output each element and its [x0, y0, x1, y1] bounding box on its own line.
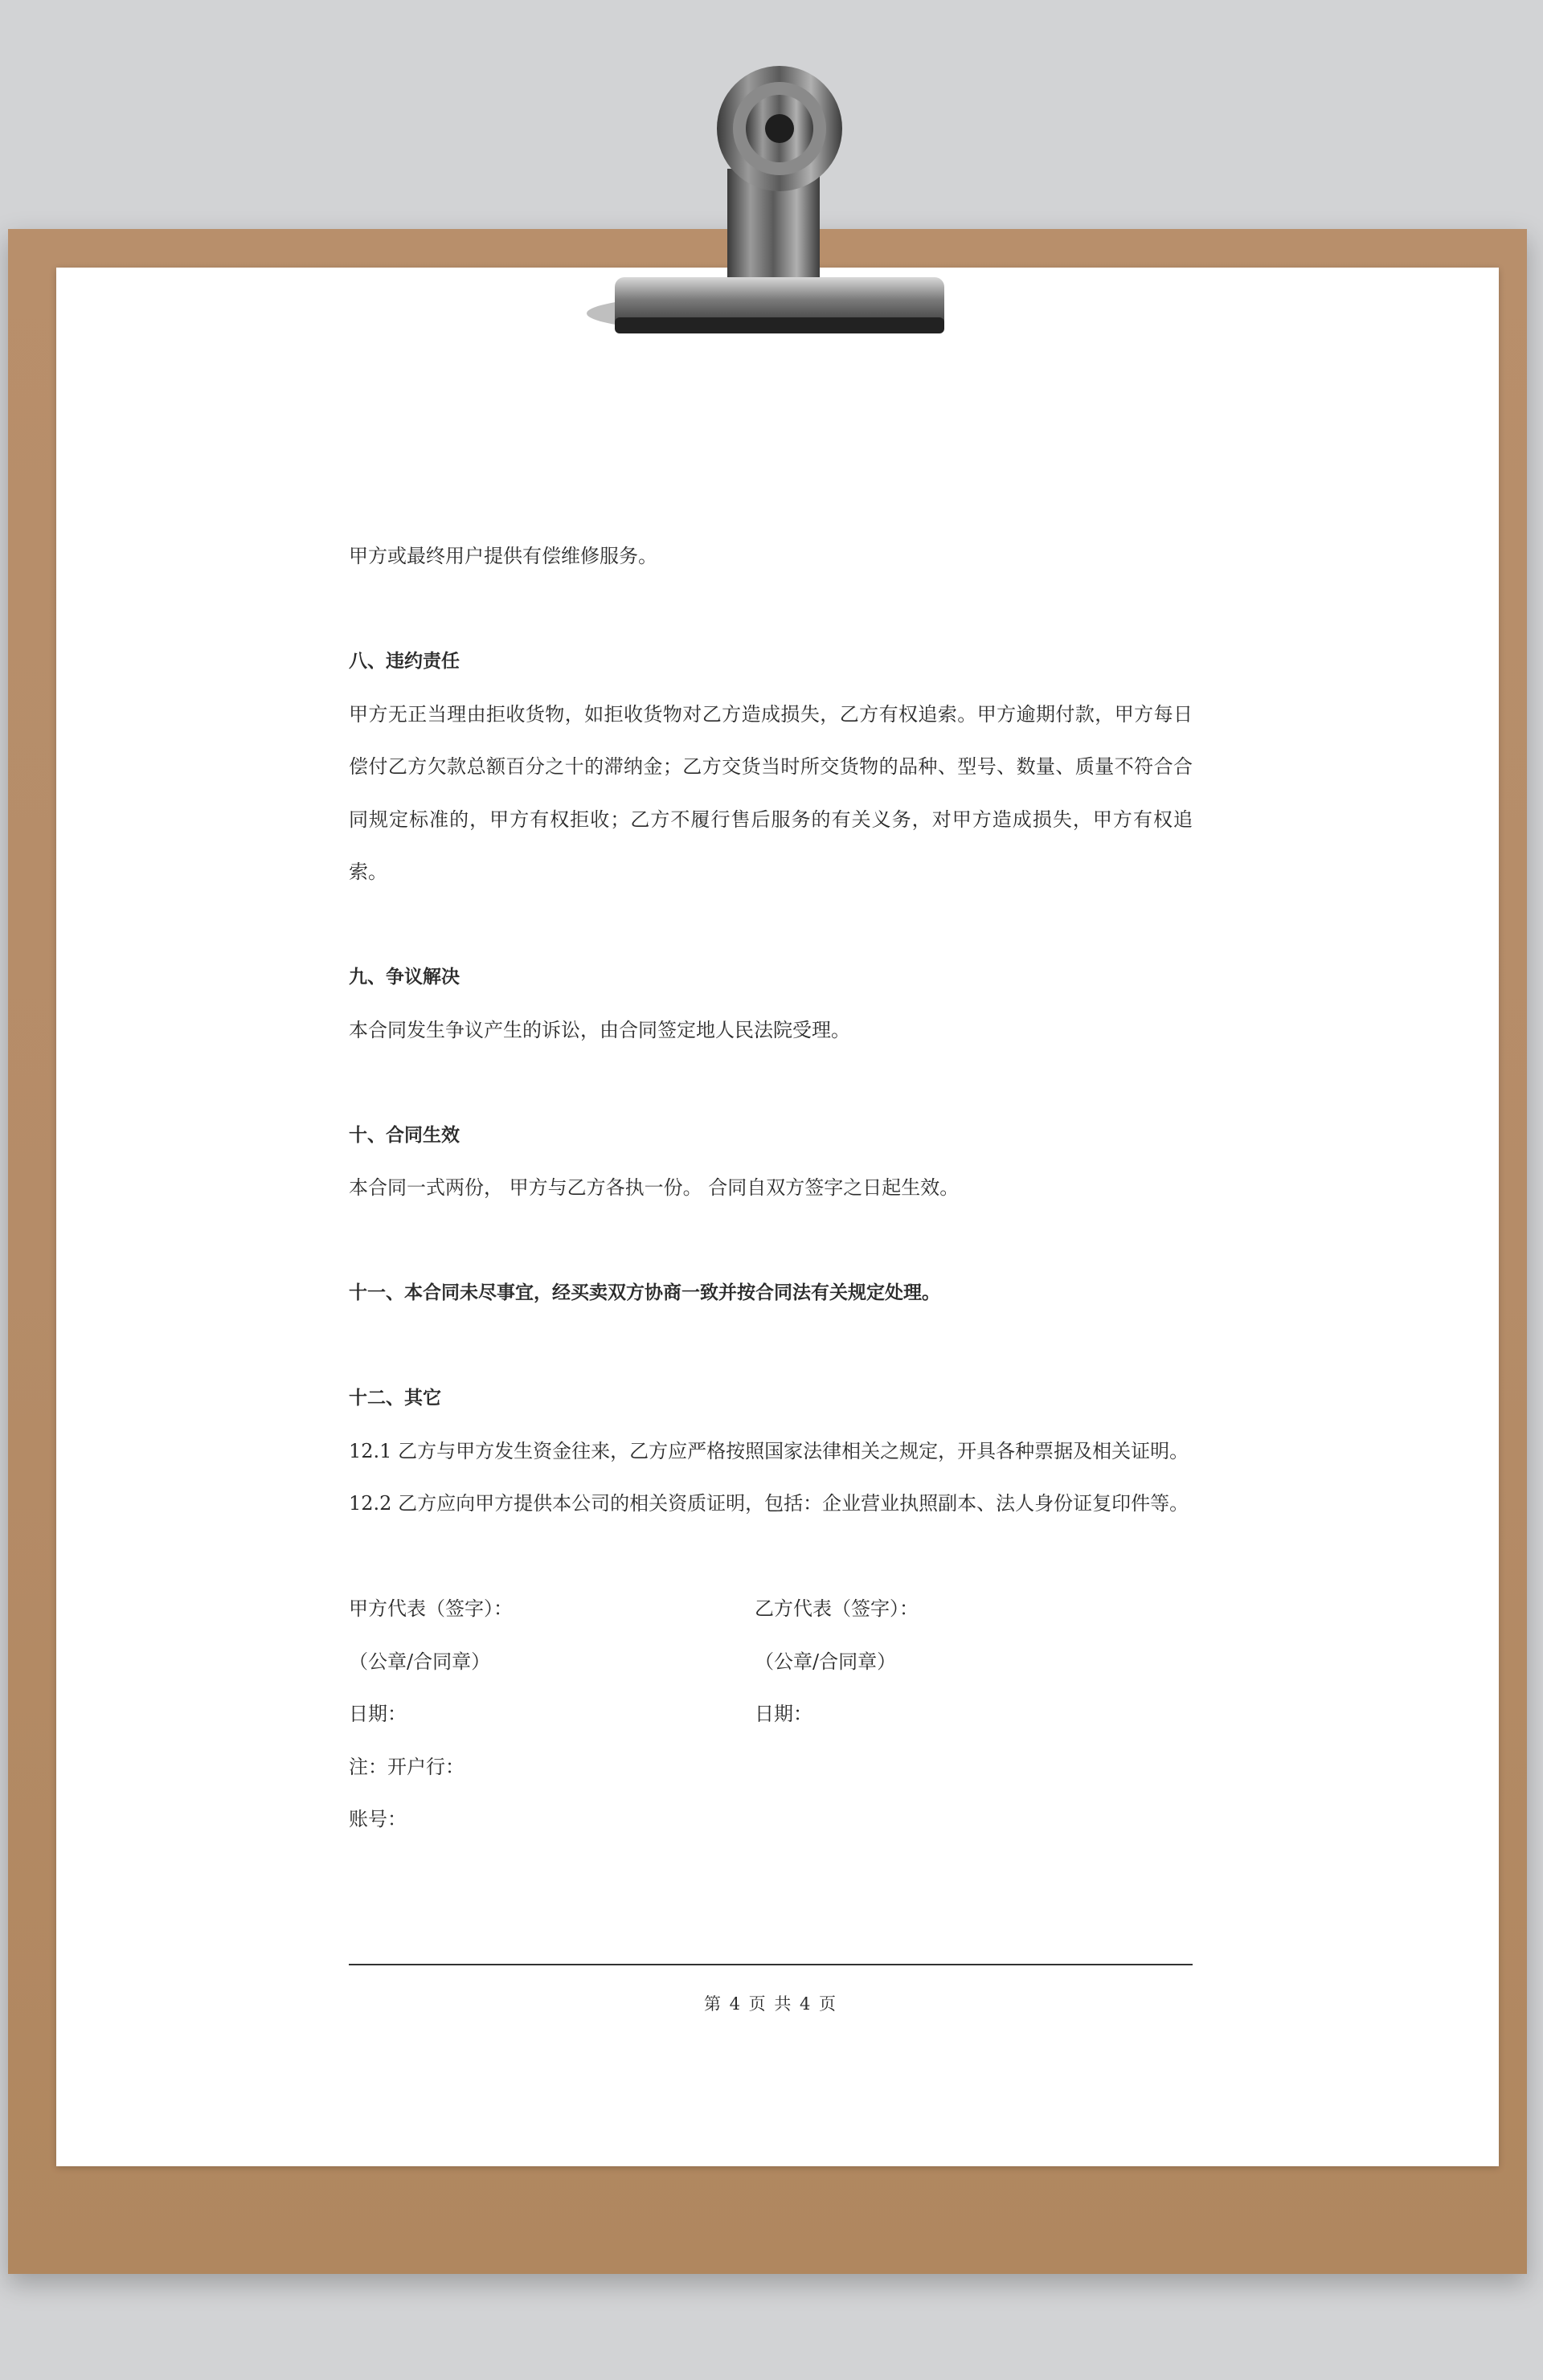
- binder-clip-icon: [579, 48, 948, 354]
- contract-body: [349, 530, 1193, 1846]
- party-b-seal: （公章/合同章）: [755, 1650, 897, 1673]
- party-a-seal: （公章/合同章）: [349, 1650, 491, 1673]
- signature-row-representative: [349, 1583, 1193, 1636]
- bank-note: 注：开户行：: [349, 1755, 465, 1778]
- paragraph-contract-effect: 本合同一式两份， 甲方与乙方各执一份。 合同自双方签字之日起生效。: [349, 1176, 960, 1199]
- heading-others: 十二、其它: [349, 1388, 441, 1409]
- party-a-representative: 甲方代表（签字）：: [349, 1597, 513, 1620]
- party-b-representative: 乙方代表（签字）：: [755, 1597, 919, 1620]
- signature-row-seal: [349, 1636, 1193, 1689]
- paragraph-service: 甲方或最终用户提供有偿维修服务。: [349, 545, 657, 567]
- heading-contract-effect: 十、合同生效: [349, 1124, 460, 1146]
- account-number: 账号：: [349, 1808, 407, 1830]
- heading-breach-liability: 八、违约责任: [349, 651, 460, 672]
- heading-dispute-resolution: 九、争议解决: [349, 967, 460, 988]
- footer-divider: [349, 1964, 1193, 1965]
- party-a-date: 日期：: [349, 1703, 407, 1725]
- paragraph-12-2: 12.2 乙方应向甲方提供本公司的相关资质证明，包括：企业营业执照副本、法人身份证复印件等。: [349, 1492, 1189, 1515]
- paragraph-12-1: 12.1 乙方与甲方发生资金往来，乙方应严格按照国家法律相关之规定，开具各种票据及相关证明。: [349, 1439, 1189, 1462]
- paragraph-breach-liability: 甲方无正当理由拒收货物，如拒收货物对乙方造成损失，乙方有权追索。甲方逾期付款，甲方每日偿付乙方欠款总额百分之十的滞纳金；乙方交货当时所交货物的品种、型号、数量、质量不符合合同规定标准的，甲方有权拒收；乙方不履行售后服务的有关义务，对甲方造成损失，甲方有权追索。: [349, 702, 1193, 883]
- page-number: 第 4 页 共 4 页: [703, 1994, 838, 2014]
- party-b-date: 日期：: [755, 1703, 812, 1725]
- paragraph-dispute-resolution: 本合同发生争议产生的诉讼，由合同签定地人民法院受理。: [349, 1018, 850, 1041]
- signature-row-date: [349, 1688, 1193, 1741]
- heading-unresolved-matters: 十一、本合同未尽事宜，经买卖双方协商一致并按合同法有关规定处理。: [349, 1282, 940, 1303]
